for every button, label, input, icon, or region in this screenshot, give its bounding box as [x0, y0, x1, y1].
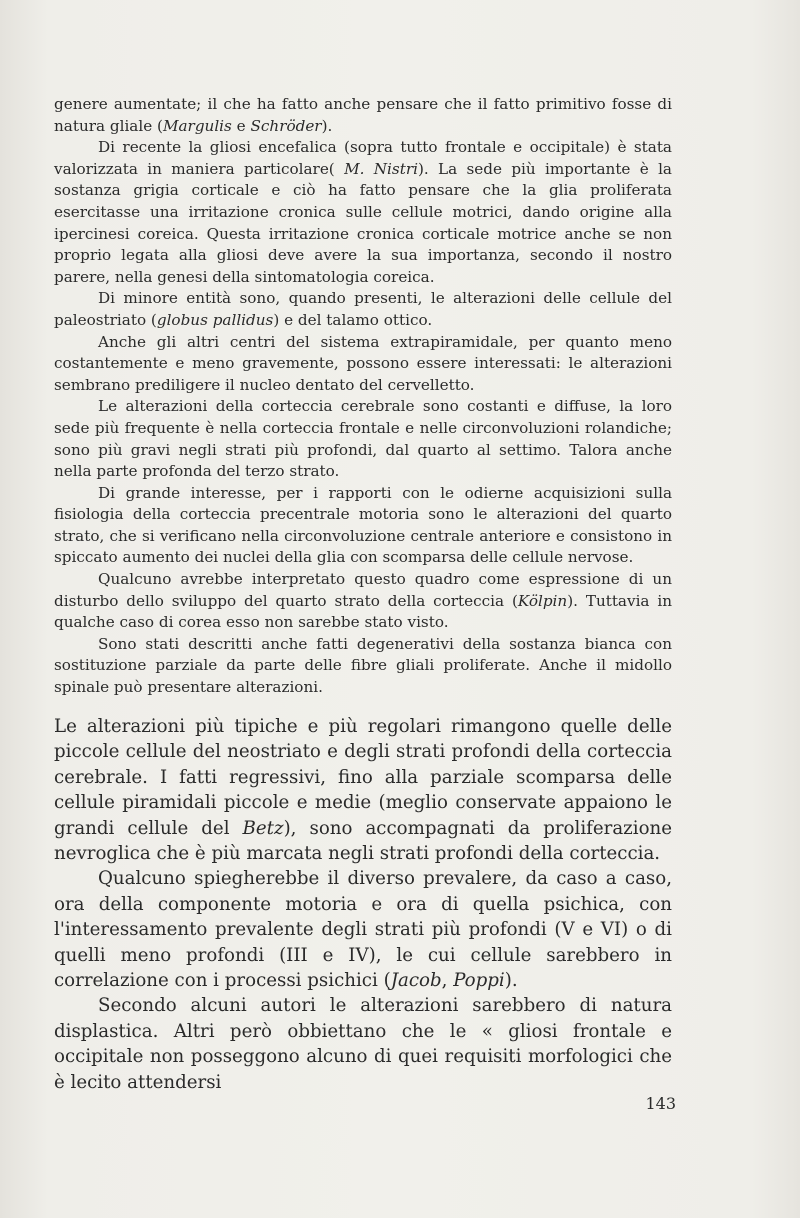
- text-run: e: [231, 116, 251, 135]
- text-run: ), sono accompagnati da proliferazione nevroglica che è più marcata negli strati profondi della corteccia.: [54, 817, 673, 865]
- text-run: ).: [321, 116, 333, 135]
- text-run: ,: [441, 970, 454, 992]
- text-run: ) e del talamo ottico.: [273, 310, 433, 329]
- italic-citation: M. Nistri: [344, 159, 418, 178]
- italic-citation: globus pallidus: [156, 310, 274, 329]
- italic-citation: Poppi: [453, 970, 505, 992]
- small-print-paragraph: [54, 569, 672, 634]
- large-print-section: [54, 714, 672, 1095]
- text-run: Di minore entità sono, quando presenti, le alterazioni delle cellule del paleostriato (: [54, 289, 672, 329]
- large-print-paragraph: [54, 866, 672, 993]
- small-print-paragraph: [54, 483, 672, 569]
- text-run: ). Tuttavia in qualche caso di corea esso non sarebbe stato visto.: [54, 591, 673, 632]
- text-run: Di recente la gliosi encefalica (sopra tutto frontale e occipitale) è stata valorizzata in maniera particolare(: [54, 138, 672, 178]
- italic-citation: Margulis: [162, 116, 232, 135]
- italic-citation: Kölpin: [517, 591, 568, 610]
- small-print-paragraph: [54, 288, 672, 331]
- large-print-paragraph: [54, 714, 672, 866]
- text-run: Secondo alcuni autori le alterazioni sarebbero di natura displastica. Altri però obbiettano che le « gliosi frontale e occipitale non posseggono alcuno di quei requisiti morfologici che è lecito attendersi: [54, 995, 672, 1093]
- text-run: Di grande interesse, per i rapporti con le odierne acquisizioni sulla fisiologia della corteccia precentrale motoria sono le alterazioni del quarto strato, che si verificano nella circonvoluzione centrale anteriore e consistono in spiccato aumento dei nuclei della glia con scomparsa delle cellule nervose.: [54, 483, 672, 567]
- small-print-paragraph: [54, 137, 672, 288]
- italic-citation: Schröder: [250, 116, 322, 135]
- small-print-paragraph: [54, 396, 672, 482]
- text-run: Sono stati descritti anche fatti degenerativi della sostanza bianca con sostituzione parziale da parte delle fibre gliali proliferate. Anche il midollo spinale può presentare alterazioni.: [54, 634, 672, 697]
- text-run: Le alterazioni della corteccia cerebrale sono costanti e diffuse, la loro sede più frequente è nella corteccia frontale e nelle circonvoluzioni rolandiche; sono più gravi negli strati più profondi, dal quarto al settimo. Talora anche nella parte profonda del terzo strato.: [54, 397, 672, 481]
- text-run: ).: [504, 970, 518, 992]
- text-run: ). La sede più importante è la sostanza grigia corticale e ciò ha fatto pensare che la glia proliferata esercitasse una irritazione cronica sulle cellule motrici, dando origine alla ipercinesi coreica. Questa irritazione cronica corticale motrice anche se non proprio legata alla gliosi deve avere la sua importanza, secondo il nostro parere, nella genesi della sintomatologia coreica.: [54, 159, 672, 286]
- page-number: 143: [645, 1094, 676, 1113]
- italic-citation: Jacob: [390, 970, 442, 992]
- text-run: Le alterazioni più tipiche e più regolari rimangono quelle delle piccole cellule del neostriato e degli strati profondi della corteccia cerebrale. I fatti regressivi, fino alla parziale scomparsa delle cellule piramidali piccole e medie (meglio conservate appaiono le grandi cellule del: [54, 716, 672, 839]
- small-print-section: [54, 94, 672, 699]
- small-print-paragraph: [54, 332, 672, 397]
- text-run: genere aumentate; il che ha fatto anche pensare che il fatto primitivo fosse di natura gliale (: [54, 95, 672, 135]
- italic-citation: Betz: [242, 817, 284, 839]
- small-print-paragraph: [54, 634, 672, 699]
- text-run: Qualcuno avrebbe interpretato questo quadro come espressione di un disturbo dello sviluppo del quarto strato della corteccia (: [54, 570, 672, 610]
- text-run: Anche gli altri centri del sistema extrapiramidale, per quanto meno costantemente e meno gravemente, possono essere interessati: le alterazioni sembrano prediligere il nucleo dentato del cervelletto.: [54, 332, 672, 394]
- large-print-paragraph: [54, 993, 672, 1095]
- small-print-paragraph: [54, 94, 672, 137]
- text-run: Qualcuno spiegherebbe il diverso prevalere, da caso a caso, ora della componente motoria e ora di quella psichica, con l'interessamento prevalente degli strati più profondi (V e VI) o di quelli meno profondi (III e IV), le cui cellule sarebbero in correlazione con i processi psichici (: [54, 868, 672, 992]
